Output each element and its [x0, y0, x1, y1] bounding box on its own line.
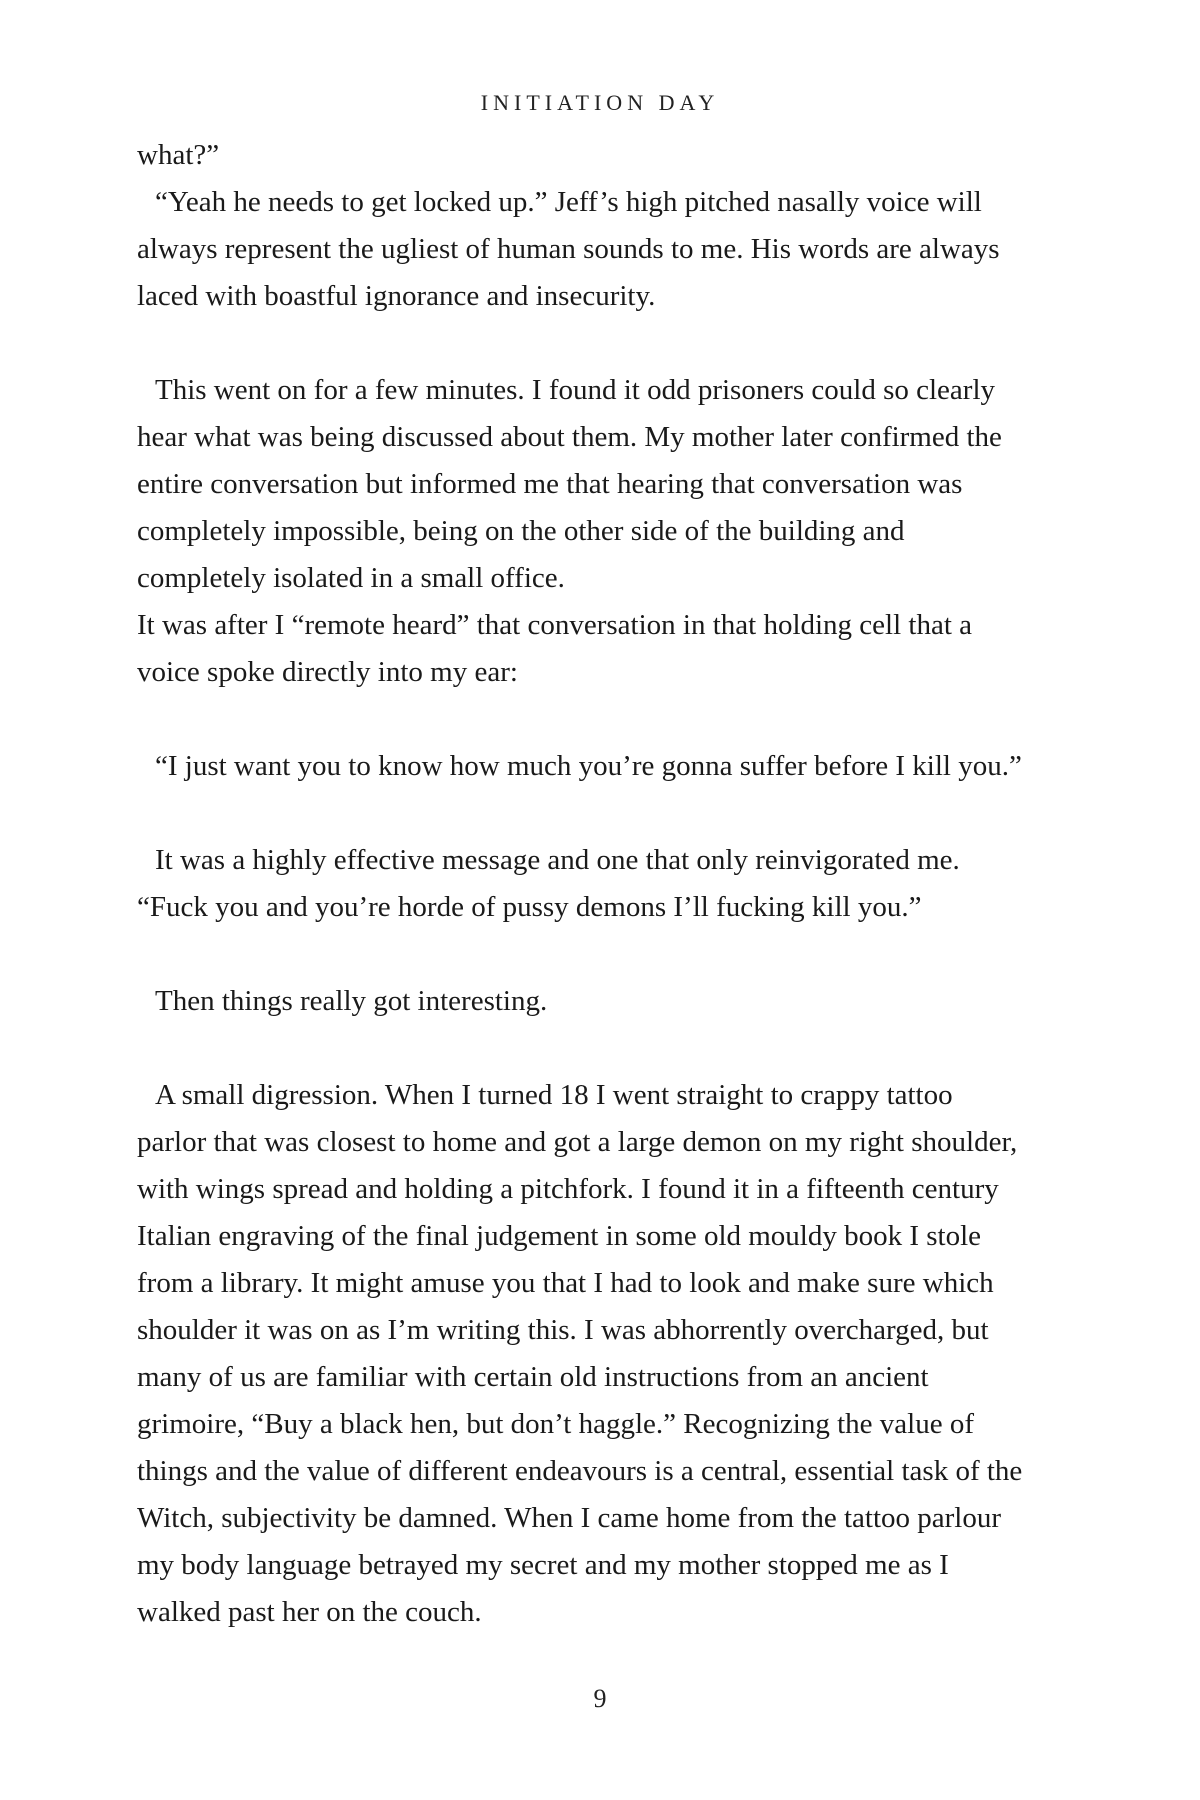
text-line: hear what was being discussed about them. My mother later confirmed the — [137, 421, 1002, 453]
paragraph-break — [137, 696, 1077, 743]
text-line: from a library. It might amuse you that I had to look and make sure which — [137, 1267, 994, 1299]
text-line: shoulder it was on as I’m writing this. I was abhorrently overcharged, but — [137, 1314, 989, 1346]
text-line: what?” — [137, 139, 220, 171]
text-line: “I just want you to know how much you’re gonna suffer before I kill you.” — [155, 750, 1022, 782]
text-line: many of us are familiar with certain old instructions from an ancient — [137, 1361, 929, 1393]
text-line: Italian engraving of the final judgement in some old mouldy book I stole — [137, 1220, 982, 1252]
text-line: voice spoke directly into my ear: — [137, 656, 518, 688]
body-text — [137, 132, 1077, 1636]
text-line: laced with boastful ignorance and insecurity. — [137, 280, 656, 312]
text-line: things and the value of different endeavours is a central, essential task of the — [137, 1455, 1023, 1487]
text-line: entire conversation but informed me that hearing that conversation was — [137, 468, 963, 500]
paragraph-break — [137, 320, 1077, 367]
text-line: with wings spread and holding a pitchfork. I found it in a fifteenth century — [137, 1173, 999, 1205]
text-line: “Fuck you and you’re horde of pussy demons I’ll fucking kill you.” — [137, 891, 922, 923]
text-line: parlor that was closest to home and got a large demon on my right shoulder, — [137, 1126, 1018, 1158]
text-line: grimoire, “Buy a black hen, but don’t haggle.” Recognizing the value of — [137, 1408, 974, 1440]
text-line: always represent the ugliest of human sounds to me. His words are always — [137, 233, 1000, 265]
text-line: Witch, subjectivity be damned. When I came home from the tattoo parlour — [137, 1502, 1001, 1534]
paragraph-break — [137, 790, 1077, 837]
page-number: 9 — [593, 1684, 607, 1713]
text-line: This went on for a few minutes. I found it odd prisoners could so clearly — [155, 374, 996, 406]
running-head: INITIATION DAY — [480, 90, 720, 115]
text-line: completely isolated in a small office. — [137, 562, 565, 594]
text-line: completely impossible, being on the other side of the building and — [137, 515, 905, 547]
paragraph-break — [137, 931, 1077, 978]
text-line: It was after I “remote heard” that conversation in that holding cell that a — [137, 609, 973, 641]
paragraph-break — [137, 1025, 1077, 1072]
text-line: It was a highly effective message and one that only reinvigorated me. — [155, 844, 960, 876]
text-line: “Yeah he needs to get locked up.” Jeff’s high pitched nasally voice will — [155, 186, 982, 218]
text-line: Then things really got interesting. — [155, 985, 548, 1017]
text-line: walked past her on the couch. — [137, 1596, 482, 1628]
text-line: A small digression. When I turned 18 I went straight to crappy tattoo — [155, 1079, 953, 1111]
text-line: my body language betrayed my secret and my mother stopped me as I — [137, 1549, 949, 1581]
